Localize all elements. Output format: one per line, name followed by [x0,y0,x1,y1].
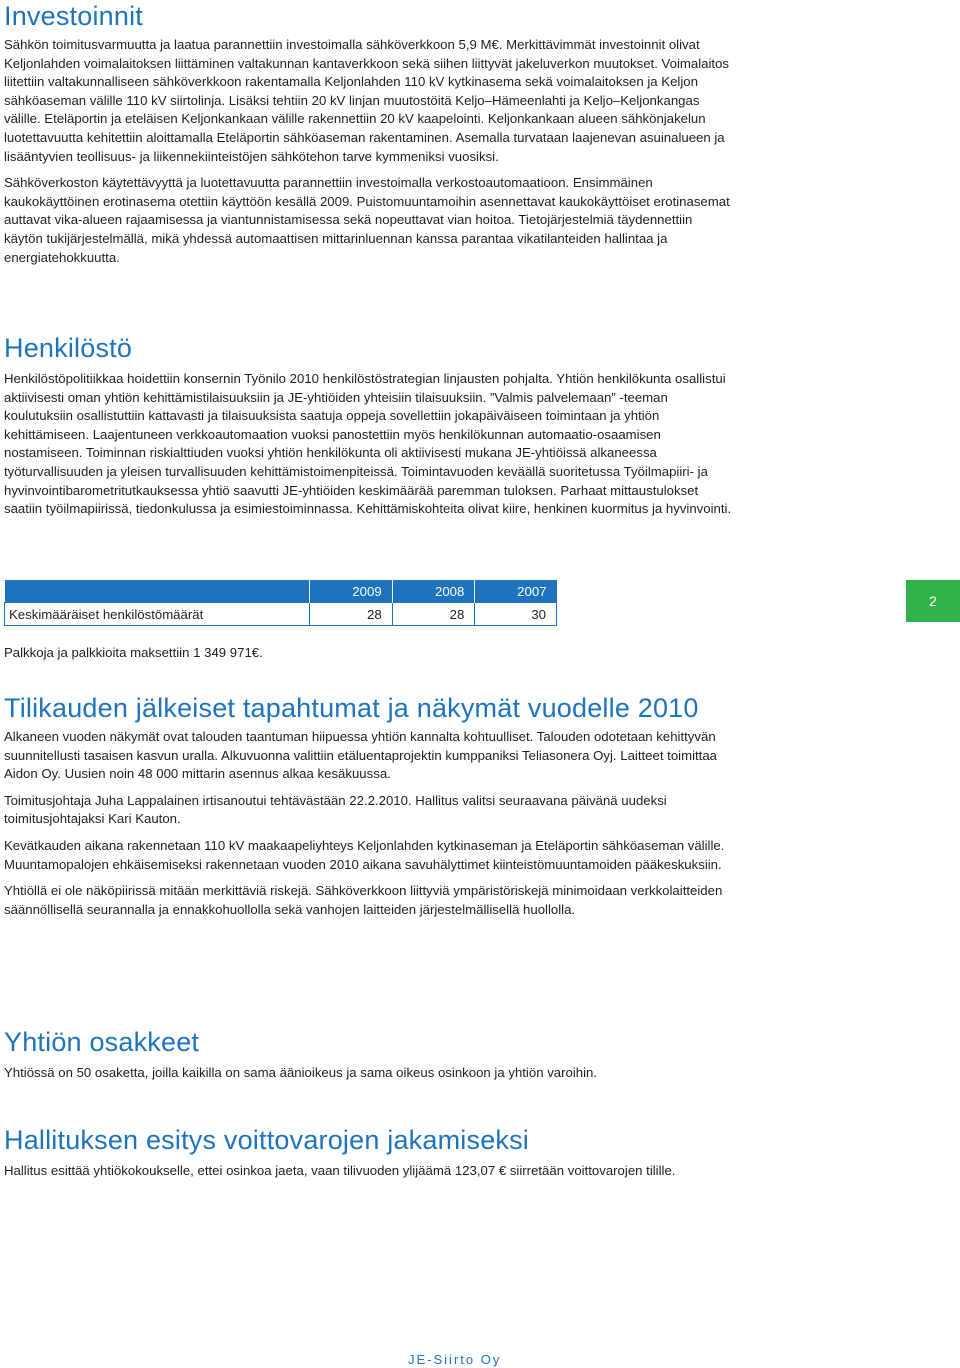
table-header-year: 2008 [392,580,475,603]
salary-note: Palkkoja ja palkkioita maksettiin 1 349 971€. [4,645,263,660]
section-profit-distribution [4,1124,675,1181]
subsequent-events-paragraph-3: Kevätkauden aikana rakennetaan 110 kV maakaapeliyhteys Keljonlahden kytkinaseman ja Eteläportin sähköaseman välille. Muuntamopalojen ehkäisemiseksi rakennetaan vuoden 2010 aikana savuhälyttimet kiinteistömuuntamoiden pääkeskuksiin. [4,837,725,872]
table-header-year: 2009 [310,580,393,603]
profit-distribution-paragraph: Hallitus esittää yhtiökokoukselle, ettei osinkoa jaeta, vaan tilivuoden ylijäämä 123,07 € siirretään voittovarojen tilille. [4,1163,676,1178]
staff-paragraph: Henkilöstöpolitiikkaa hoidettiin konsernin Työnilo 2010 henkilöstöstrategian linjausten pohjalta. Yhtiön henkilökunta osallistui aktiivisesti oman yhtiön kehittämistilaisuuksiin ja JE-yhtiöiden yhteisiin tilaisuuksiin. ”Valmis palvelemaan” -teeman koulutuksiin osallistuttiin kattavasti ja tilaisuuksista saatuja oppeja sovellettiin jokapäiväiseen toimintaan ja yhtiön kehittämiseen. Laajentuneen verkkoautomaation vuoksi panostettiin myös henkilökunnan automaatio-osaamisen nostamiseen. Toiminnan riskialttiuden vuoksi yhtiön henkilökunta oli aktiivisesti mukana JE-yhtiöissä alkaneessa työturvallisuuden ja yleisen turvallisuuden kehittämistoimenpiteissä. Toimintavuoden keväällä suoritetussa Työilmapiiri- ja hyvinvointibarometritutkauksessa yhtiö saavutti JE-yhtiöiden keskimäärää paremman tuloksen. Parhaat mittaustulokset saatiin työilmapiirissä, tiedonkulussa ja esimiestoiminnassa. Kehittämiskohteita olivat kiire, henkinen kuormitus ja hyvinvointi. [4,371,732,517]
section-investments [4,0,734,267]
investments-paragraph-1: Sähkön toimitusvarmuutta ja laatua parannettiin investoimalla sähköverkkoon 5,9 M€. Merkittävimmät investoinnit olivat Keljonlahden voimalaitoksen liittäminen valtakunnan kantaverkkoon sekä siihen liittyvät jakeluverkon muutokset. Voimalaitos liitettiin valtakunnalliseen sähköverkkoon rakentamalla Keljonlahden 110 kV kytkinasema sekä voimalaitoksen ja Keljon sähköaseman välille 110 kV siirtolinja. Lisäksi tehtiin 20 kV linjan muutostöitä Keljo–Hämeenlahti ja Keljo–Keljonkangas välille. Eteläportin ja eteläisen Keljonkankaan välille rakennettiin 20 kV kaapelointi. Keljonkankaan alueen sähkönjakelun luotettavuutta kehitettiin aloittamalla Eteläportin sähköaseman rakentaminen. Asemalla turvataan laajenevan asuinalueen ja lisääntyvien teollisuus- ja liikennekiinteistöjen sähkötehon tarve kymmeniksi vuosiksi. [4,37,729,164]
shares-paragraph: Yhtiössä on 50 osaketta, joilla kaikilla on sama äänioikeus ja sama oikeus osinkoon ja yhtiön varoihin. [4,1065,598,1080]
table-header-year: 2007 [475,580,557,603]
section-staff [4,332,734,519]
investments-heading: Investoinnit [4,1,143,31]
subsequent-events-paragraph-2: Toimitusjohtaja Juha Lappalainen irtisanoutui tehtävästään 22.2.2010. Hallitus valitsi seuraavana päivänä uudeksi toimitusjohtajaksi Kari Kauton. [4,792,667,827]
table-row-label: Keskimääräiset henkilöstömäärät [5,603,310,626]
shares-heading: Yhtiön osakkeet [4,1027,200,1057]
table-header-blank [5,580,310,603]
table-cell: 28 [310,603,393,626]
table-cell: 30 [475,603,557,626]
subsequent-events-paragraph-1: Alkaneen vuoden näkymät ovat talouden taantuman hiipuessa yhtiön kannalta kohtuulliset. Talouden odotetaan kehittyvän suunnitellusti tasaisen kasvun uralla. Alkuvuonna valittiin etäluentaprojektin kumppaniksi Teliasonera Oyj. Laitteet toimittaa Aidon Oy. Uusien noin 48 000 mittarin asennus alkaa kesäkuussa. [4,729,718,782]
investments-paragraph-2: Sähköverkoston käytettävyyttä ja luotettavuutta parannettiin investoimalla verkostoautomaatioon. Ensimmäinen kaukokäyttöinen erotinasema otettiin käyttöön kesällä 2009. Puistomuuntamoihin asennettavat kaukokäyttöiset erotinasemat auttavat vika-alueen rajaamisessa ja viantunnistamisessa sekä nopeuttavat vian hoitoa. Tietojärjestelmiä täydennettiin käytön tukijärjestelmällä, mikä yhdessä automaattisen mittarinluennan kanssa parantaa vikatilanteiden hallintaa ja energiatehokkuutta. [4,175,730,265]
footer-company-name: JE-Siirto Oy [408,1352,502,1367]
table-row [5,603,557,626]
section-subsequent-events [4,692,734,919]
table-cell: 28 [392,603,475,626]
profit-distribution-heading: Hallituksen esitys voittovarojen jakamiseksi [4,1125,530,1155]
page-number: 2 [929,593,937,609]
section-shares [4,1026,597,1083]
staff-count-table [4,580,557,626]
subsequent-events-paragraph-4: Yhtiöllä ei ole näköpiirissä mitään merkittäviä riskejä. Sähköverkkoon liittyviä ympäristöriskejä minimoidaan verkkolaitteiden säännöllisellä seurannalla ja ennakkohuollolla sekä vanhojen laitteiden järjestelmällisellä huollolla. [4,883,723,917]
page-number-tab [906,580,960,622]
subsequent-events-heading: Tilikauden jälkeiset tapahtumat ja näkymät vuodelle 2010 [4,693,699,723]
staff-heading: Henkilöstö [4,333,133,363]
table-header-row [5,580,557,603]
